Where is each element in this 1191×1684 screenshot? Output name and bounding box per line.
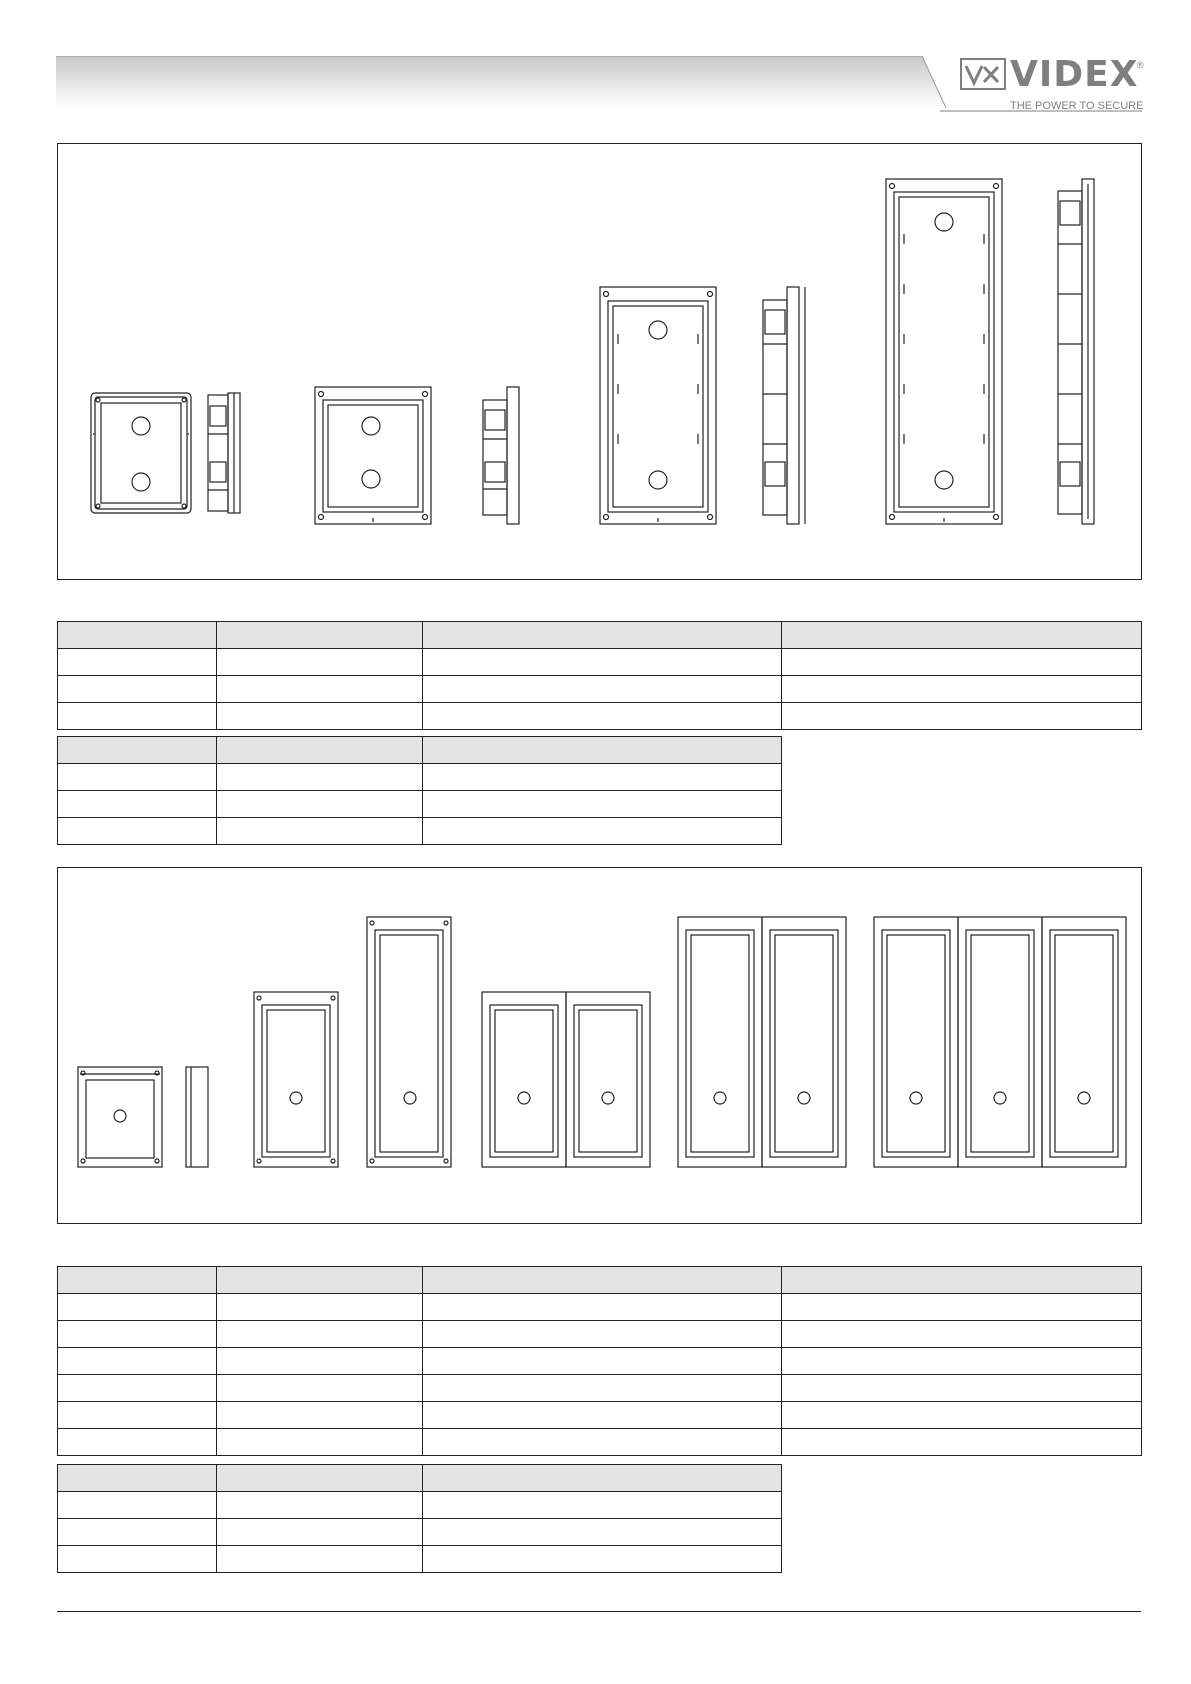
table-cell (423, 818, 782, 845)
logo-wordmark: VIDEX (1010, 54, 1139, 95)
table-header-row (58, 622, 1142, 649)
surface-box-drawings (58, 868, 1141, 1223)
table-row (58, 1429, 1142, 1456)
table-cell (423, 1294, 782, 1321)
videx-logo (960, 54, 1146, 116)
table-row (58, 1519, 782, 1546)
table-cell (217, 791, 423, 818)
table-cell (58, 649, 217, 676)
footer-rule (57, 1611, 1141, 1612)
table-cell (423, 1375, 782, 1402)
surface-box-2x3-module (482, 992, 650, 1167)
table-cell (58, 1492, 217, 1519)
table-cell (58, 676, 217, 703)
surface-backbox-2-module-front (91, 393, 191, 513)
table-cell (58, 1402, 217, 1429)
table-cell (782, 1294, 1142, 1321)
table-cell (217, 1519, 423, 1546)
header-band (56, 56, 946, 108)
table-row (58, 1402, 1142, 1429)
table-cell (217, 1321, 423, 1348)
table-cell (217, 622, 423, 649)
table-cell (217, 1267, 423, 1294)
table-cell (423, 1267, 782, 1294)
table-header-row (58, 1267, 1142, 1294)
table-cell (58, 1519, 217, 1546)
logo-registered-mark: ® (1137, 60, 1144, 70)
surface-box-accessory-table (57, 1464, 782, 1573)
surface-box-2x4-module (678, 917, 846, 1167)
table-cell (423, 1465, 782, 1492)
table-cell (58, 818, 217, 845)
backbox-accessory-table (57, 736, 782, 845)
table-cell (217, 1429, 423, 1456)
table-cell (782, 1429, 1142, 1456)
table-cell (782, 649, 1142, 676)
table-cell (217, 764, 423, 791)
table-row (58, 791, 782, 818)
table-cell (217, 1402, 423, 1429)
table-cell (423, 676, 782, 703)
table-row (58, 1294, 1142, 1321)
backbox-accessory-table-body (58, 737, 782, 845)
table-cell (58, 1321, 217, 1348)
surface-box-accessory-table-body (58, 1465, 782, 1573)
table-cell (58, 764, 217, 791)
table-cell (423, 1321, 782, 1348)
table-cell (217, 703, 423, 730)
table-cell (58, 1375, 217, 1402)
flush-backbox-2-module-side (483, 387, 519, 524)
table-cell (58, 737, 217, 764)
vx-logo-mark-icon (960, 58, 1006, 90)
surface-backbox-2-module-side (208, 393, 240, 513)
surface-box-drawings-panel (57, 867, 1142, 1224)
surface-box-3x4-module (874, 917, 1126, 1167)
flush-backbox-3-module-front (600, 287, 716, 524)
table-cell (782, 1321, 1142, 1348)
table-cell (423, 1492, 782, 1519)
table-row (58, 1546, 782, 1573)
table-cell (423, 1546, 782, 1573)
table-cell (782, 1375, 1142, 1402)
backbox-drawings (58, 144, 1141, 579)
table-header-row (58, 737, 782, 764)
flush-backbox-4-module-side (1058, 179, 1094, 524)
table-cell (423, 622, 782, 649)
table-cell (58, 791, 217, 818)
surface-box-1-module-side (186, 1067, 208, 1167)
surface-box-4-module (367, 917, 451, 1167)
table-cell (58, 622, 217, 649)
logo-tagline: THE POWER TO SECURE (1010, 100, 1144, 112)
table-cell (58, 1546, 217, 1573)
table-cell (423, 1348, 782, 1375)
table-cell (782, 1348, 1142, 1375)
table-row (58, 1375, 1142, 1402)
surface-box-3-module (254, 992, 338, 1167)
table-cell (217, 1492, 423, 1519)
table-cell (58, 703, 217, 730)
table-cell (423, 1519, 782, 1546)
table-cell (782, 703, 1142, 730)
table-cell (217, 1375, 423, 1402)
table-cell (58, 1294, 217, 1321)
table-cell (423, 703, 782, 730)
table-cell (217, 1348, 423, 1375)
flush-backbox-4-module-front (886, 179, 1002, 524)
table-cell (217, 1294, 423, 1321)
flush-backbox-3-module-side (763, 287, 805, 524)
table-cell (782, 622, 1142, 649)
table-cell (217, 676, 423, 703)
table-cell (58, 1267, 217, 1294)
table-cell (217, 649, 423, 676)
table-cell (423, 737, 782, 764)
table-cell (782, 1267, 1142, 1294)
table-row (58, 1492, 782, 1519)
surface-box-table (57, 1266, 1142, 1456)
table-cell (423, 764, 782, 791)
table-row (58, 764, 782, 791)
table-row (58, 1321, 1142, 1348)
backbox-drawings-panel (57, 143, 1142, 580)
table-cell (58, 1429, 217, 1456)
table-cell (782, 676, 1142, 703)
backbox-table (57, 621, 1142, 730)
table-cell (217, 1546, 423, 1573)
table-row (58, 1348, 1142, 1375)
table-cell (58, 1348, 217, 1375)
table-cell (217, 1465, 423, 1492)
table-cell (217, 737, 423, 764)
flush-backbox-2-module-front (315, 387, 431, 524)
surface-box-1-module-front (78, 1067, 162, 1167)
table-row (58, 649, 1142, 676)
table-header-row (58, 1465, 782, 1492)
backbox-table-body (58, 622, 1142, 730)
table-cell (423, 791, 782, 818)
table-row (58, 676, 1142, 703)
table-cell (423, 1429, 782, 1456)
table-cell (423, 1402, 782, 1429)
table-cell (217, 818, 423, 845)
table-cell (58, 1465, 217, 1492)
table-row (58, 703, 1142, 730)
surface-box-table-body (58, 1267, 1142, 1456)
table-cell (782, 1402, 1142, 1429)
table-cell (423, 649, 782, 676)
table-row (58, 818, 782, 845)
